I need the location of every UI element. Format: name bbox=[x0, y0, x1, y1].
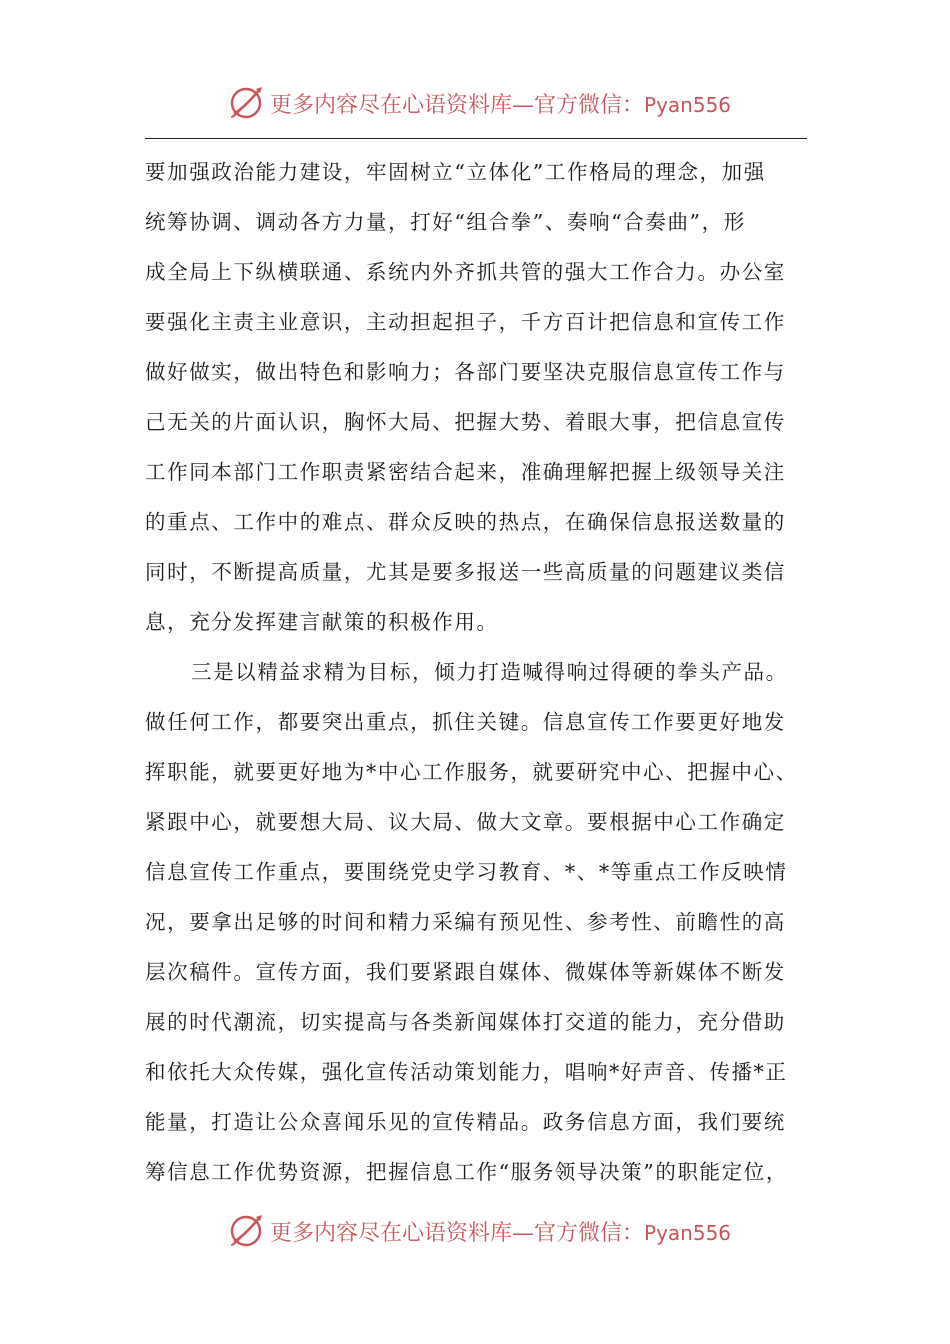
footer-banner-cn: 更多内容尽在心语资料库—官方微信： bbox=[270, 1220, 645, 1246]
body-line: 筹信息工作优势资源，把握信息工作“服务领导决策”的职能定位， bbox=[145, 1160, 788, 1184]
body-line: 做好做实，做出特色和影响力；各部门要坚决克服信息宣传工作与 bbox=[145, 360, 786, 384]
header-rule bbox=[145, 138, 807, 139]
body-line: 同时，不断提高质量，尤其是要多报送一些高质量的问题建议类信 bbox=[145, 560, 786, 584]
body-line: 要加强政治能力建设，牢固树立“立体化”工作格局的理念，加强 bbox=[145, 160, 766, 184]
body-line: 层次稿件。宣传方面，我们要紧跟自媒体、微媒体等新媒体不断发 bbox=[145, 960, 786, 984]
footer-banner bbox=[226, 1208, 746, 1254]
body-line: 成全局上下纵横联通、系统内外齐抓共管的强大工作合力。办公室 bbox=[145, 260, 786, 284]
body-line: 和依托大众传媒，强化宣传活动策划能力，唱响*好声音、传播*正 bbox=[145, 1060, 788, 1084]
body-line: 工作同本部门工作职责紧密结合起来，准确理解把握上级领导关注 bbox=[145, 460, 786, 484]
header-banner-cn: 更多内容尽在心语资料库—官方微信： bbox=[270, 92, 645, 118]
body-line: 信息宣传工作重点，要围绕党史学习教育、*、*等重点工作反映情 bbox=[145, 860, 788, 884]
body-line: 的重点、工作中的难点、群众反映的热点，在确保信息报送数量的 bbox=[145, 510, 786, 534]
header-banner-text bbox=[270, 88, 731, 119]
body-text bbox=[145, 147, 807, 1197]
header-banner bbox=[226, 80, 746, 126]
header-banner-wechat-id: Pyan556 bbox=[644, 92, 732, 117]
body-line: 统筹协调、调动各方力量，打好“组合拳”、奏响“合奏曲”，形 bbox=[145, 210, 746, 234]
body-line: 紧跟中心，就要想大局、议大局、做大文章。要根据中心工作确定 bbox=[145, 810, 786, 834]
body-line: 展的时代潮流，切实提高与各类新闻媒体打交道的能力，充分借助 bbox=[145, 1010, 786, 1034]
body-line: 能量，打造让公众喜闻乐见的宣传精品。政务信息方面，我们要统 bbox=[145, 1110, 786, 1134]
body-line: 况，要拿出足够的时间和精力采编有预见性、参考性、前瞻性的高 bbox=[145, 910, 786, 934]
footer-banner-text bbox=[270, 1216, 731, 1247]
body-line: 做任何工作，都要突出重点，抓住关键。信息宣传工作要更好地发 bbox=[145, 710, 786, 734]
body-line: 己无关的片面认识，胸怀大局、把握大势、着眼大事，把信息宣传 bbox=[145, 410, 786, 434]
pen-logo-icon bbox=[226, 1211, 266, 1251]
pen-logo-icon bbox=[226, 83, 266, 123]
body-line: 息，充分发挥建言献策的积极作用。 bbox=[145, 610, 499, 634]
body-line: 要强化主责主业意识，主动担起担子，千方百计把信息和宣传工作 bbox=[145, 310, 786, 334]
paragraph-start-line: 三是以精益求精为目标，倾力打造喊得响过得硬的拳头产品。 bbox=[191, 660, 788, 684]
footer-banner-wechat-id: Pyan556 bbox=[644, 1220, 732, 1245]
body-line: 挥职能，就要更好地为*中心工作服务，就要研究中心、把握中心、 bbox=[145, 760, 798, 784]
